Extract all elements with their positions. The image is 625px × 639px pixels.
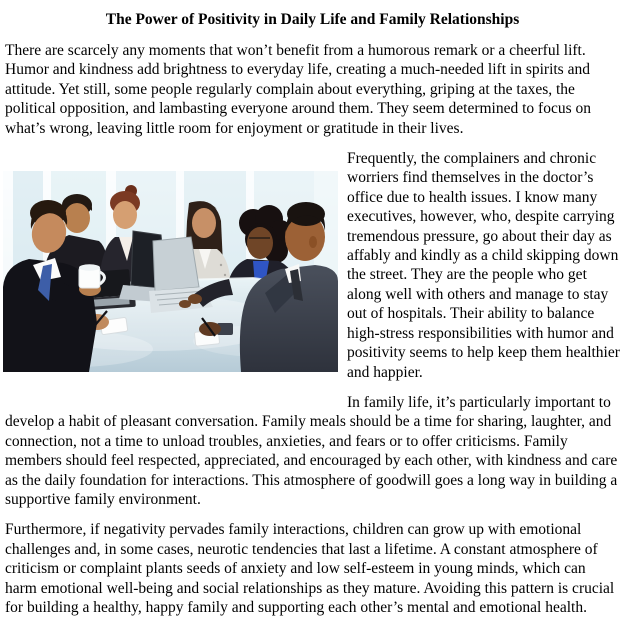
paragraph-3: In family life, it’s particularly important to develop a habit of pleasant conversation. Family meals should be a time for sharing, laughter, and connection, not a time to unload troubles, anxieties, and fears or to offer criticisms. Family members should feel respected, appreciated, and encouraged by each other, with kindness and care as the daily foundation for interactions. This atmosphere of goodwill goes a long way in building a supportive family environment. bbox=[5, 393, 618, 508]
meeting-photo-illustration bbox=[3, 171, 338, 372]
paragraph-2: Frequently, the complainers and chronic worriers find themselves in the doctor’s office due to health issues. I know many executives, however, who, despite carrying tremendous pressure, go about their day as affably and kindly as a child skipping down the street. They are the people who get along well with others and manage to stay out of hospitals. Their ability to balance high-stress responsibilities with humor and positivity seems to help keep them healthier and happier. bbox=[347, 150, 620, 381]
document-title: The Power of Positivity in Daily Life and Family Relationships bbox=[105, 11, 520, 28]
meeting-photo bbox=[3, 171, 338, 372]
paragraph-1: There are scarcely any moments that won’t benefit from a humorous remark or a cheerful lift. Humor and kindness add brightness to everyday life, creating a much-needed lift in spirits and attitude. Yet still, some people regularly complain about everything, griping at the taxes, the political opposition, and lambasting everyone around them. They seem determined to focus on what’s wrong, leaving little room for enjoyment or gratitude in their lives. bbox=[5, 42, 591, 137]
paragraph-4: Furthermore, if negativity pervades family interactions, children can grow up with emotional challenges and, in some cases, neurotic tendencies that last a lifetime. A constant atmosphere of criticism or complaint plants seeds of anxiety and low self-esteem in young minds, which can harm emotional well-being and social relationships as they mature. Avoiding this pattern is crucial for building a healthy, happy family and supporting each other’s mental and emotional health. bbox=[5, 521, 615, 616]
paragraph-2-block bbox=[5, 149, 620, 382]
